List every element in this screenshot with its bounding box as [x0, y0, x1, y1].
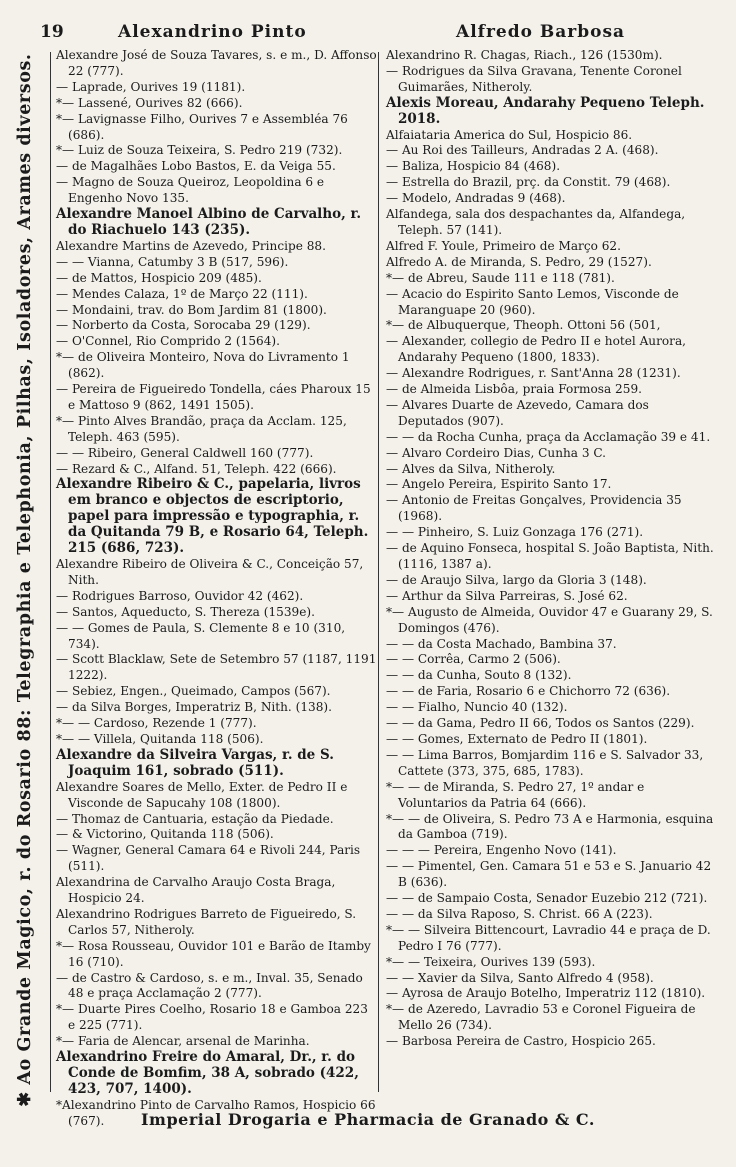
directory-entry: — & Victorino, Quitanda 118 (506).: [56, 827, 274, 842]
directory-entry: — Antonio de Freitas Gonçalves, Providencia 35 (1968).: [386, 493, 682, 524]
directory-entry: *— — Silveira Bittencourt, Lavradio 44 e praça de D. Pedro I 76 (777).: [386, 922, 711, 953]
directory-entry: — O'Connel, Rio Comprido 2 (1564).: [56, 334, 280, 349]
directory-entry: — Scott Blacklaw, Sete de Setembro 57 (1187, 1191 1222).: [56, 652, 377, 683]
directory-entry: Alexandrino Rodrigues Barreto de Figueiredo, S. Carlos 57, Nitheroly.: [56, 906, 357, 937]
directory-entry: *— de Azeredo, Lavradio 53 e Coronel Figueira de Mello 26 (734).: [386, 1002, 696, 1033]
directory-entry: — de Magalhães Lobo Bastos, E. da Veiga 55.: [56, 159, 336, 174]
directory-entry: — de Castro & Cardoso, s. e m., Inval. 35, Senado 48 e praça Acclamação 2 (777).: [56, 970, 363, 1001]
directory-entry: — Mendes Calaza, 1º de Março 22 (111).: [56, 286, 308, 301]
directory-entry: — Wagner, General Camara 64 e Rivoli 244, Paris (511).: [56, 843, 361, 874]
directory-entry: Alfandega, sala dos despachantes da, Alfandega, Teleph. 57 (141).: [386, 207, 686, 237]
directory-entry: — — da Cunha, Souto 8 (132).: [386, 668, 572, 683]
directory-entry: Alfred F. Youle, Primeiro de Março 62.: [386, 238, 621, 253]
directory-entry: Alexandre Soares de Mello, Exter. de Pedro II e Visconde de Sapucahy 108 (1800).: [56, 779, 348, 810]
directory-entry: — Alvares Duarte de Azevedo, Camara dos Deputados (907).: [386, 397, 649, 428]
directory-entry: *— Augusto de Almeida, Ouvidor 47 e Guarany 29, S. Domingos (476).: [386, 604, 713, 635]
directory-entry: — de Aquino Fonseca, hospital S. João Baptista, Nith. (1116, 1387 a).: [386, 541, 714, 571]
directory-entry: Alexandrina de Carvalho Araujo Costa Braga, Hospicio 24.: [56, 875, 336, 906]
directory-entry: *Alexandrino Pinto de Carvalho Ramos, Hospicio 66 (767).: [56, 1097, 376, 1128]
directory-entry: — — de Faria, Rosario 6 e Chichorro 72 (636).: [386, 684, 671, 699]
page-header: [40, 22, 720, 48]
directory-entry: — — Corrêa, Carmo 2 (506).: [386, 652, 561, 667]
directory-entry: — — da Rocha Cunha, praça da Acclamação 39 e 41.: [386, 429, 711, 444]
directory-entry: — Alvaro Cordeiro Dias, Cunha 3 C.: [386, 445, 607, 460]
directory-entry: — — Ribeiro, General Caldwell 160 (777).: [56, 445, 314, 460]
directory-entry: — Alexander, collegio de Pedro II e hotel Aurora, Andarahy Pequeno (1800, 1833).: [386, 334, 686, 365]
directory-entry: — Arthur da Silva Parreiras, S. José 62.: [386, 588, 628, 603]
directory-entry: — — Pinheiro, S. Luiz Gonzaga 176 (271).: [386, 525, 644, 540]
directory-entry: *— — Villela, Quitanda 118 (506).: [56, 731, 264, 746]
directory-entry: — de Mattos, Hospicio 209 (485).: [56, 270, 262, 285]
directory-entry: — — — Pereira, Engenho Novo (141).: [386, 843, 617, 858]
directory-entry: — Alexandre Rodrigues, r. Sant'Anna 28 (1231).: [386, 366, 681, 381]
directory-entry: — Estrella do Brazil, prç. da Constit. 79 (468).: [386, 175, 671, 190]
directory-entry: Alexandre Martins de Azevedo, Principe 88.: [56, 238, 326, 253]
directory-entry: — — Xavier da Silva, Santo Alfredo 4 (958).: [386, 970, 654, 985]
directory-entry: — da Silva Borges, Imperatriz B, Nith. (138).: [56, 700, 332, 715]
directory-entry: Alfredo A. de Miranda, S. Pedro, 29 (1527).: [386, 254, 652, 269]
directory-entry: — Sebiez, Engen., Queimado, Campos (567).: [56, 684, 331, 699]
directory-entry: — Laprade, Ourives 19 (1181).: [56, 79, 246, 94]
directory-entry: *— de Albuquerque, Theoph. Ottoni 56 (501,: [386, 318, 661, 333]
directory-entry: — Rezard & C., Alfand. 51, Teleph. 422 (666).: [56, 461, 337, 476]
directory-entry: — de Almeida Lisbôa, praia Formosa 259.: [386, 382, 642, 397]
directory-entry: — Barbosa Pereira de Castro, Hospicio 265.: [386, 1034, 656, 1049]
side-advertisement: [2, 40, 48, 1120]
directory-entry: — — Gomes, Externato de Pedro II (1801).: [386, 731, 648, 746]
directory-entry: *— Faria de Alencar, arsenal de Marinha.: [56, 1034, 310, 1049]
left-rule: [50, 52, 51, 1092]
directory-entry: — — Pimentel, Gen. Camara 51 e 53 e S. Januario 42 B (636).: [386, 859, 712, 890]
directory-entry: — Angelo Pereira, Espirito Santo 17.: [386, 477, 612, 492]
directory-entry: *— Lassené, Ourives 82 (666).: [56, 95, 243, 110]
directory-entry: — Norberto da Costa, Sorocaba 29 (129).: [56, 318, 311, 333]
directory-entry: Alexis Moreau, Andarahy Pequeno Teleph. 2018.: [386, 94, 705, 127]
right-column: [386, 48, 716, 1050]
directory-entry: *— — Teixeira, Ourives 139 (593).: [386, 954, 596, 969]
directory-entry: — — Vianna, Catumby 3 B (517, 596).: [56, 254, 289, 269]
header-left-title: Alexandrino Pinto: [118, 22, 307, 42]
directory-entry: Alfaiataria America do Sul, Hospicio 86.: [386, 127, 633, 142]
side-advertisement-text: ✱ Ao Grande Magico, r. do Rosario 88: Telegraphia e Telephonia, Pilhas, Isoladores, Arames diversos.: [15, 53, 35, 1107]
directory-entry: — — Lima Barros, Bomjardim 116 e S. Salvador 33, Cattete (373, 375, 685, 1783).: [386, 747, 704, 778]
directory-entry: Alexandre Ribeiro & C., papelaria, livros em branco e objectos de escriptorio, papel para impressão e typographia, r. da Quitanda 79 B, e Rosario 64, Teleph. 215 (686, 723).: [56, 476, 369, 557]
directory-entry: Alexandrino Freire do Amaral, Dr., r. do Conde de Bomfim, 38 A, sobrado (422, 423, 707, 1400).: [56, 1049, 359, 1097]
directory-entry: — Magno de Souza Queiroz, Leopoldina 6 e Engenho Novo 135.: [56, 175, 325, 206]
directory-entry: *— Rosa Rousseau, Ouvidor 101 e Barão de Itamby 16 (710).: [56, 938, 371, 969]
directory-entry: — — da Silva Raposo, S. Christ. 66 A (223).: [386, 906, 653, 921]
page-number: 19: [40, 22, 64, 42]
directory-entry: — Au Roi des Tailleurs, Andradas 2 A. (468).: [386, 143, 659, 158]
directory-entry: *— — de Miranda, S. Pedro 27, 1º andar e Voluntarios da Patria 64 (666).: [386, 779, 645, 810]
column-divider: [378, 52, 379, 1092]
directory-entry: — Thomaz de Cantuaria, estação da Piedade.: [56, 811, 334, 826]
directory-entry: *— Lavignasse Filho, Ourives 7 e Assembléa 76 (686).: [56, 111, 348, 142]
directory-entry: *— — Cardoso, Rezende 1 (777).: [56, 716, 257, 731]
directory-entry: — — Fialho, Nuncio 40 (132).: [386, 700, 568, 715]
directory-entry: — — de Sampaio Costa, Senador Euzebio 212 (721).: [386, 891, 708, 906]
directory-entry: — Alves da Silva, Nitheroly.: [386, 461, 556, 476]
directory-entry: — Baliza, Hospicio 84 (468).: [386, 159, 561, 174]
directory-entry: — Pereira de Figueiredo Tondella, cáes Pharoux 15 e Mattoso 9 (862, 1491 1505).: [56, 382, 371, 412]
directory-entry: *— de Oliveira Monteiro, Nova do Livramento 1 (862).: [56, 350, 350, 381]
directory-entry: *— de Abreu, Saude 111 e 118 (781).: [386, 270, 615, 285]
directory-entry: — Ayrosa de Araujo Botelho, Imperatriz 112 (1810).: [386, 986, 706, 1001]
directory-entry: — Mondaini, trav. do Bom Jardim 81 (1800).: [56, 302, 327, 317]
directory-entry: — Rodrigues da Silva Gravana, Tenente Coronel Guimarães, Nitheroly.: [386, 63, 682, 94]
directory-entry: — — da Gama, Pedro II 66, Todos os Santos (229).: [386, 716, 695, 731]
directory-entry: *— Duarte Pires Coelho, Rosario 18 e Gamboa 223 e 225 (771).: [56, 1002, 368, 1033]
directory-entry: — Rodrigues Barroso, Ouvidor 42 (462).: [56, 588, 304, 603]
left-column: [56, 48, 378, 1130]
directory-entry: *— Pinto Alves Brandão, praça da Acclam. 125, Teleph. 463 (595).: [56, 413, 347, 444]
directory-entry: — Santos, Aqueducto, S. Thereza (1539e).: [56, 604, 315, 619]
directory-entry: Alexandrino R. Chagas, Riach., 126 (1530m).: [386, 48, 663, 62]
directory-entry: *— — de Oliveira, S. Pedro 73 A e Harmonia, esquina da Gamboa (719).: [386, 811, 714, 842]
directory-entry: Alexandre Manoel Albino de Carvalho, r. do Riachuelo 143 (235).: [56, 206, 362, 238]
directory-entry: — de Araujo Silva, largo da Gloria 3 (148).: [386, 572, 647, 587]
header-right-title: Alfredo Barbosa: [456, 22, 626, 42]
directory-entry: — Acacio do Espirito Santo Lemos, Visconde de Maranguape 20 (960).: [386, 286, 679, 317]
directory-entry: — — Gomes de Paula, S. Clemente 8 e 10 (310, 734).: [56, 620, 346, 651]
directory-entry: Alexandre da Silveira Vargas, r. de S. Joaquim 161, sobrado (511).: [56, 746, 334, 779]
directory-entry: — — da Costa Machado, Bambina 37.: [386, 636, 617, 651]
directory-entry: *— Luiz de Souza Teixeira, S. Pedro 219 (732).: [56, 143, 343, 158]
directory-entry: Alexandre Ribeiro de Oliveira & C., Conceição 57, Nith.: [56, 557, 364, 587]
footer-advertisement: Imperial Drogaria e Pharmacia de Granado & C.: [141, 1110, 595, 1129]
directory-entry: Alexandre José de Souza Tavares, s. e m., D. Affonso 22 (777).: [56, 48, 377, 78]
directory-entry: — Modelo, Andradas 9 (468).: [386, 191, 566, 206]
